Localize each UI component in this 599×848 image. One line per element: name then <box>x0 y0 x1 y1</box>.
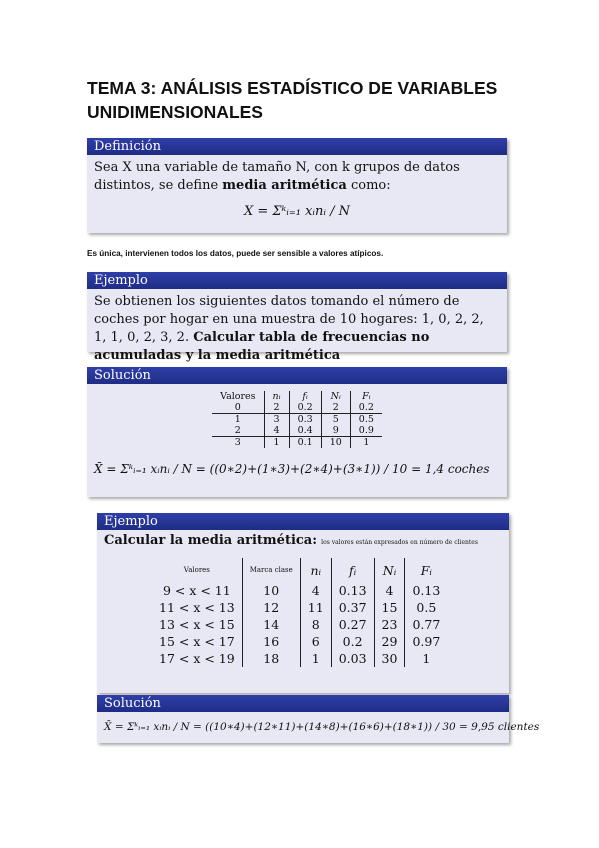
solution-2-formula: X̄ = Σᵏᵢ₌₁ xᵢnᵢ / N = ((10∗4)+(12∗11)+(14∗8)+(16∗6)+(18∗1)) / 30 = 9,95 clientes <box>104 721 540 733</box>
mean-formula: X = Σᵏᵢ₌₁ xᵢnᵢ / N <box>243 204 351 219</box>
page-title: TEMA 3: ANÁLISIS ESTADÍSTICO DE VARIABLES UNIDIMENSIONALES <box>87 78 498 122</box>
table-header: Valores <box>183 565 210 574</box>
table-row: 11 < x < 13 12 11 0.37 15 0.5 <box>152 599 447 616</box>
table-row: 17 < x < 19 18 1 0.03 30 1 <box>152 650 447 667</box>
definition-text: Sea X una variable de tamaño N, con k grupos de datos distintos, se define <box>94 160 460 193</box>
definition-block <box>87 138 507 233</box>
example-1-task: Calcular tabla de frecuencias no acumuladas y la media aritmética <box>94 330 430 363</box>
example-1-text: Se obtienen los siguientes datos tomando el número de coches por hogar en una muestra de 10 hogares: 1, 0, 2, 2, 1, 1, 0, 2, 3, 2. <box>94 294 484 345</box>
table-row: 1 3 0.3 5 0.5 <box>212 414 382 426</box>
table-row: 15 < x < 17 16 6 0.2 29 0.97 <box>152 633 447 650</box>
example-2-task: Calcular la media aritmética: <box>104 533 318 548</box>
table-row: 0 2 0.2 2 0.2 <box>212 402 382 414</box>
table-header: Marca clase <box>242 558 300 582</box>
table-row: 13 < x < 15 14 8 0.27 23 0.77 <box>152 616 447 633</box>
note-text: Es única, intervienen todos los datos, puede ser sensible a valores atípicos. <box>87 249 384 258</box>
solution-2-block <box>97 695 540 743</box>
example-2-note: los valores están expresados en número de clientes <box>321 539 478 546</box>
solution-1-formula: X̄ = Σᵏᵢ₌₁ xᵢnᵢ / N = ((0∗2)+(1∗3)+(2∗4)+(3∗1)) / 10 = 1,4 coches <box>94 462 490 476</box>
solution-2-header: Solución <box>97 695 509 712</box>
table-header: fᵢ <box>331 558 374 582</box>
table-header: Nᵢ <box>321 391 350 402</box>
definition-tail: como: <box>350 178 391 193</box>
table-header: nᵢ <box>300 558 331 582</box>
example-1-header: Ejemplo <box>87 272 507 289</box>
table-header: Fᵢ <box>350 391 382 402</box>
table-header: nᵢ <box>264 391 289 402</box>
example-2-header: Ejemplo <box>97 513 509 530</box>
table-header: fᵢ <box>289 391 321 402</box>
table-header: Fᵢ <box>405 558 447 582</box>
table-row: 9 < x < 11 10 4 0.13 4 0.13 <box>152 582 447 599</box>
solution-1-block <box>87 367 507 497</box>
table-row: 2 4 0.4 9 0.9 <box>212 425 382 437</box>
table-header: Valores <box>220 391 256 402</box>
example-1-block <box>87 272 507 363</box>
table-header: Nᵢ <box>374 558 405 582</box>
frequency-table <box>212 391 382 448</box>
definition-header: Definición <box>87 138 507 155</box>
example-2-block <box>97 513 509 693</box>
grouped-frequency-table <box>152 558 447 667</box>
solution-1-header: Solución <box>87 367 507 384</box>
definition-bold-term: media aritmética <box>222 178 347 193</box>
table-row: 3 1 0.1 10 1 <box>212 437 382 449</box>
